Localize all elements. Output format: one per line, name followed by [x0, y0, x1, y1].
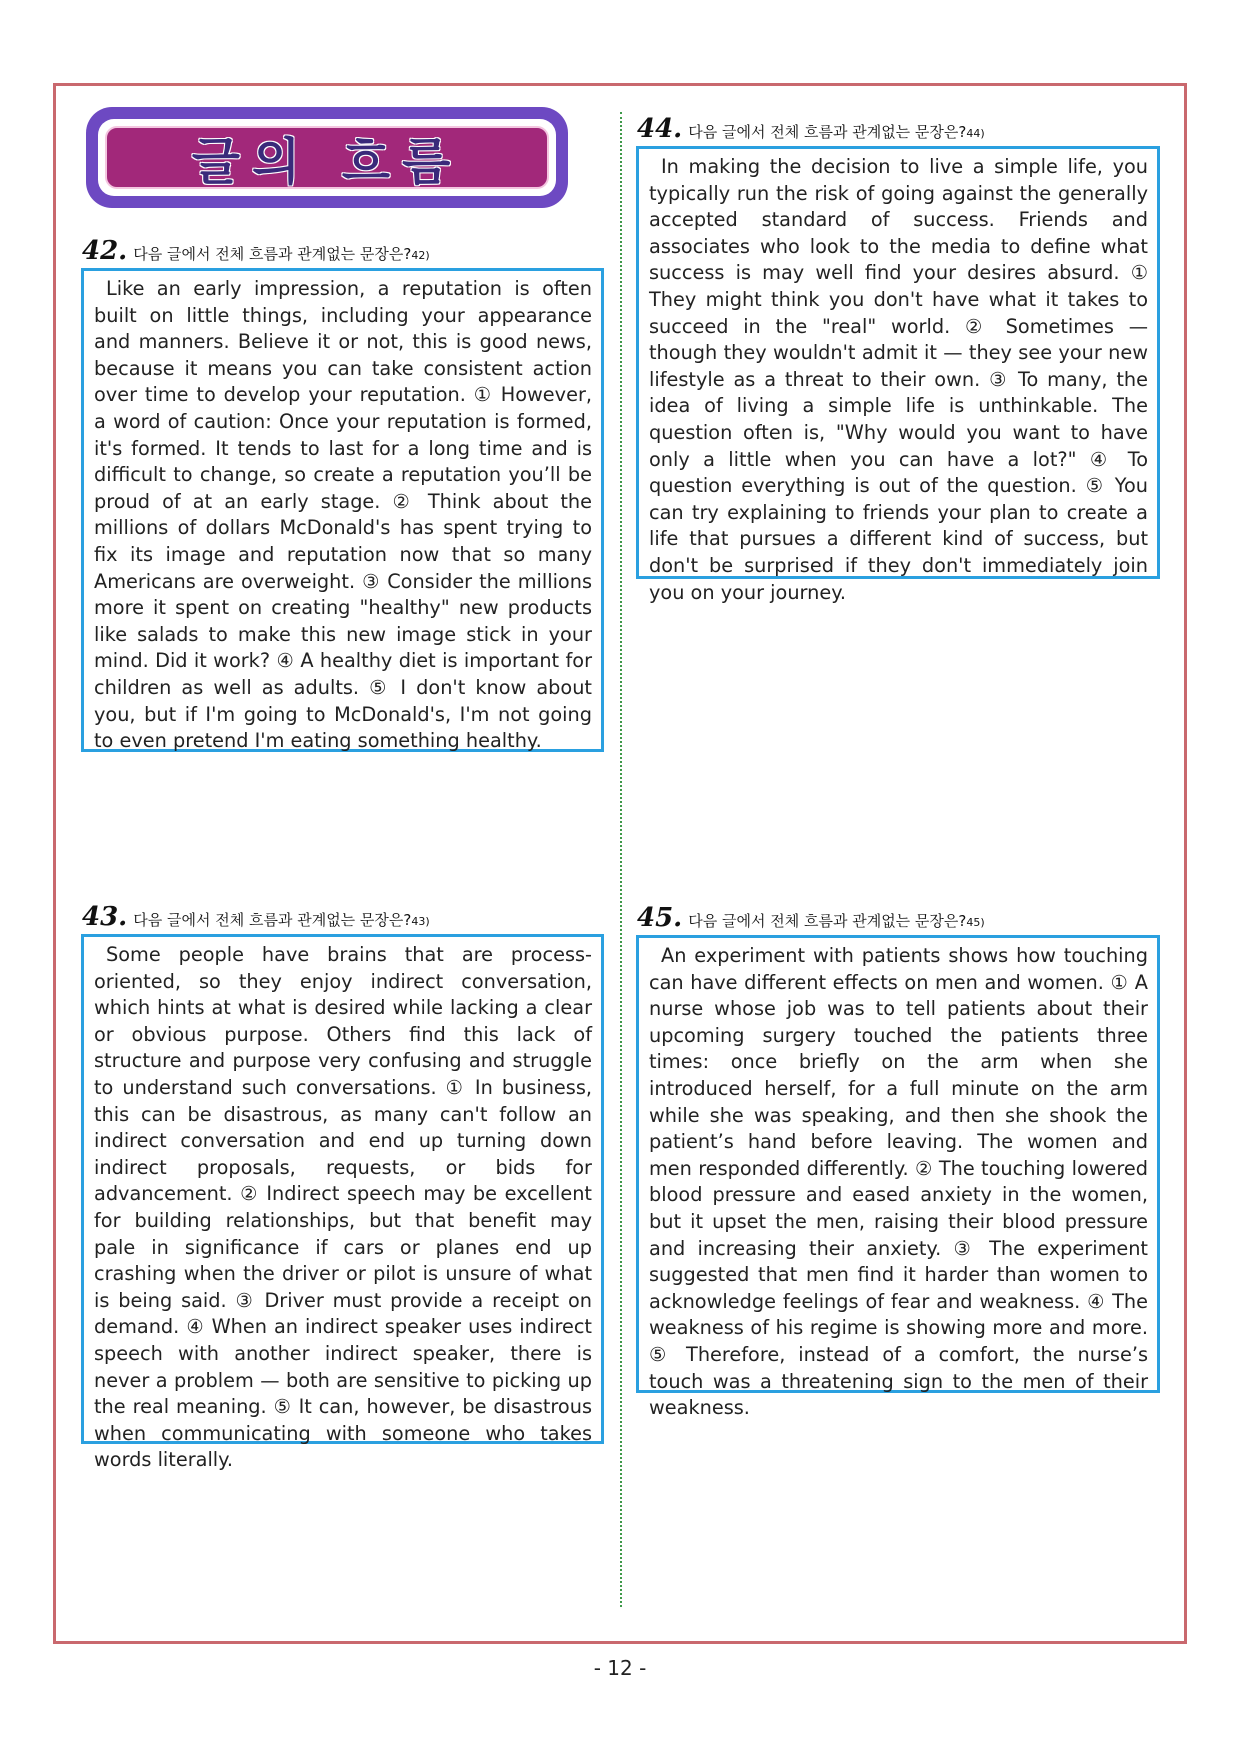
question-44-header	[637, 114, 985, 144]
question-number: 43.	[82, 902, 128, 932]
section-title: 글의 흐름	[191, 132, 463, 191]
question-number: 45.	[637, 903, 683, 933]
question-45-passage: An experiment with patients shows how touching can have different effects on men and women. ① A nurse whose job was to tell patients about their upcoming surgery touched the patients three times: once briefly on the arm when she introduced herself, for a full minute on the arm while she was speaking, and then she shook the patient’s hand before leaving. The women and men responded differently. ② The touching lowered blood pressure and eased anxiety in the women, but it upset the men, raising their blood pressure and increasing their anxiety. ③ The experiment suggested that men find it harder than women to acknowledge feelings of fear and weakness. ④ The weakness of his regime is showing more and more. ⑤ Therefore, instead of a comfort, the nurse’s touch was a threatening sign to the men of their weakness.	[636, 935, 1160, 1393]
question-prompt: 다음 글에서 전체 흐름과 관계없는 문장은?	[688, 912, 967, 930]
footnote-ref: 45)	[966, 916, 985, 929]
column-divider	[620, 112, 622, 1607]
banner-core	[105, 126, 549, 189]
question-number: 44.	[637, 114, 683, 144]
question-45-header	[637, 903, 985, 933]
footnote-ref: 44)	[966, 127, 985, 140]
banner-inner-frame	[98, 119, 556, 196]
question-43-passage: Some people have brains that are process-oriented, so they enjoy indirect conversation, which hints at what is desired while lacking a clear or obvious purpose. Others find this lack of structure and purpose very confusing and struggle to understand such conversations. ① In business, this can be disastrous, as many can't follow an indirect conversation and end up turning down indirect proposals, requests, or bids for advancement. ② Indirect speech may be excellent for building relationships, but that benefit may pale in significance if cars or planes end up crashing when the driver or pilot is unsure of what is being said. ③ Driver must provide a receipt on demand. ④ When an indirect speaker uses indirect speech with another indirect speaker, there is never a problem — both are sensitive to picking up the real meaning. ⑤ It can, however, be disastrous when communicating with someone who takes words literally.	[81, 934, 604, 1444]
footnote-ref: 43)	[411, 915, 430, 928]
question-prompt: 다음 글에서 전체 흐름과 관계없는 문장은?	[133, 911, 412, 929]
section-banner	[86, 107, 568, 208]
question-42-passage: Like an early impression, a reputation is often built on little things, including your appearance and manners. Believe it or not, this is good news, because it means you can take consistent action over time to develop your reputation. ① However, a word of caution: Once your reputation is formed, it's formed. It tends to last for a long time and is difficult to change, so create a reputation you’ll be proud of at an early stage. ② Think about the millions of dollars McDonald's has spent trying to fix its image and reputation now that so many Americans are overweight. ③ Consider the millions more it spent on creating "healthy" new products like salads to make this new image stick in your mind. Did it work? ④ A healthy diet is important for children as well as adults. ⑤ I don't know about you, but if I'm going to McDonald's, I'm not going to even pretend I'm eating something healthy.	[81, 268, 604, 752]
question-prompt: 다음 글에서 전체 흐름과 관계없는 문장은?	[688, 123, 967, 141]
question-43-header	[82, 902, 430, 932]
question-44-passage: In making the decision to live a simple life, you typically run the risk of going against the generally accepted standard of success. Friends and associates who look to the media to define what success is may well find your desires absurd. ① They might think you don't have what it takes to succeed in the "real" world. ② Sometimes — though they wouldn't admit it — they see your new lifestyle as a threat to their own. ③ To many, the idea of living a simple life is unthinkable. The question often is, "Why would you want to have only a little when you can have a lot?" ④ To question everything is out of the question. ⑤ You can try explaining to friends your plan to create a life that pursues a different kind of success, but don't be surprised if they don't immediately join you on your journey.	[636, 146, 1160, 579]
question-prompt: 다음 글에서 전체 흐름과 관계없는 문장은?	[133, 245, 412, 263]
footnote-ref: 42)	[411, 249, 430, 262]
question-42-header	[82, 236, 430, 266]
question-number: 42.	[82, 236, 128, 266]
page-number: - 12 -	[593, 1656, 647, 1680]
